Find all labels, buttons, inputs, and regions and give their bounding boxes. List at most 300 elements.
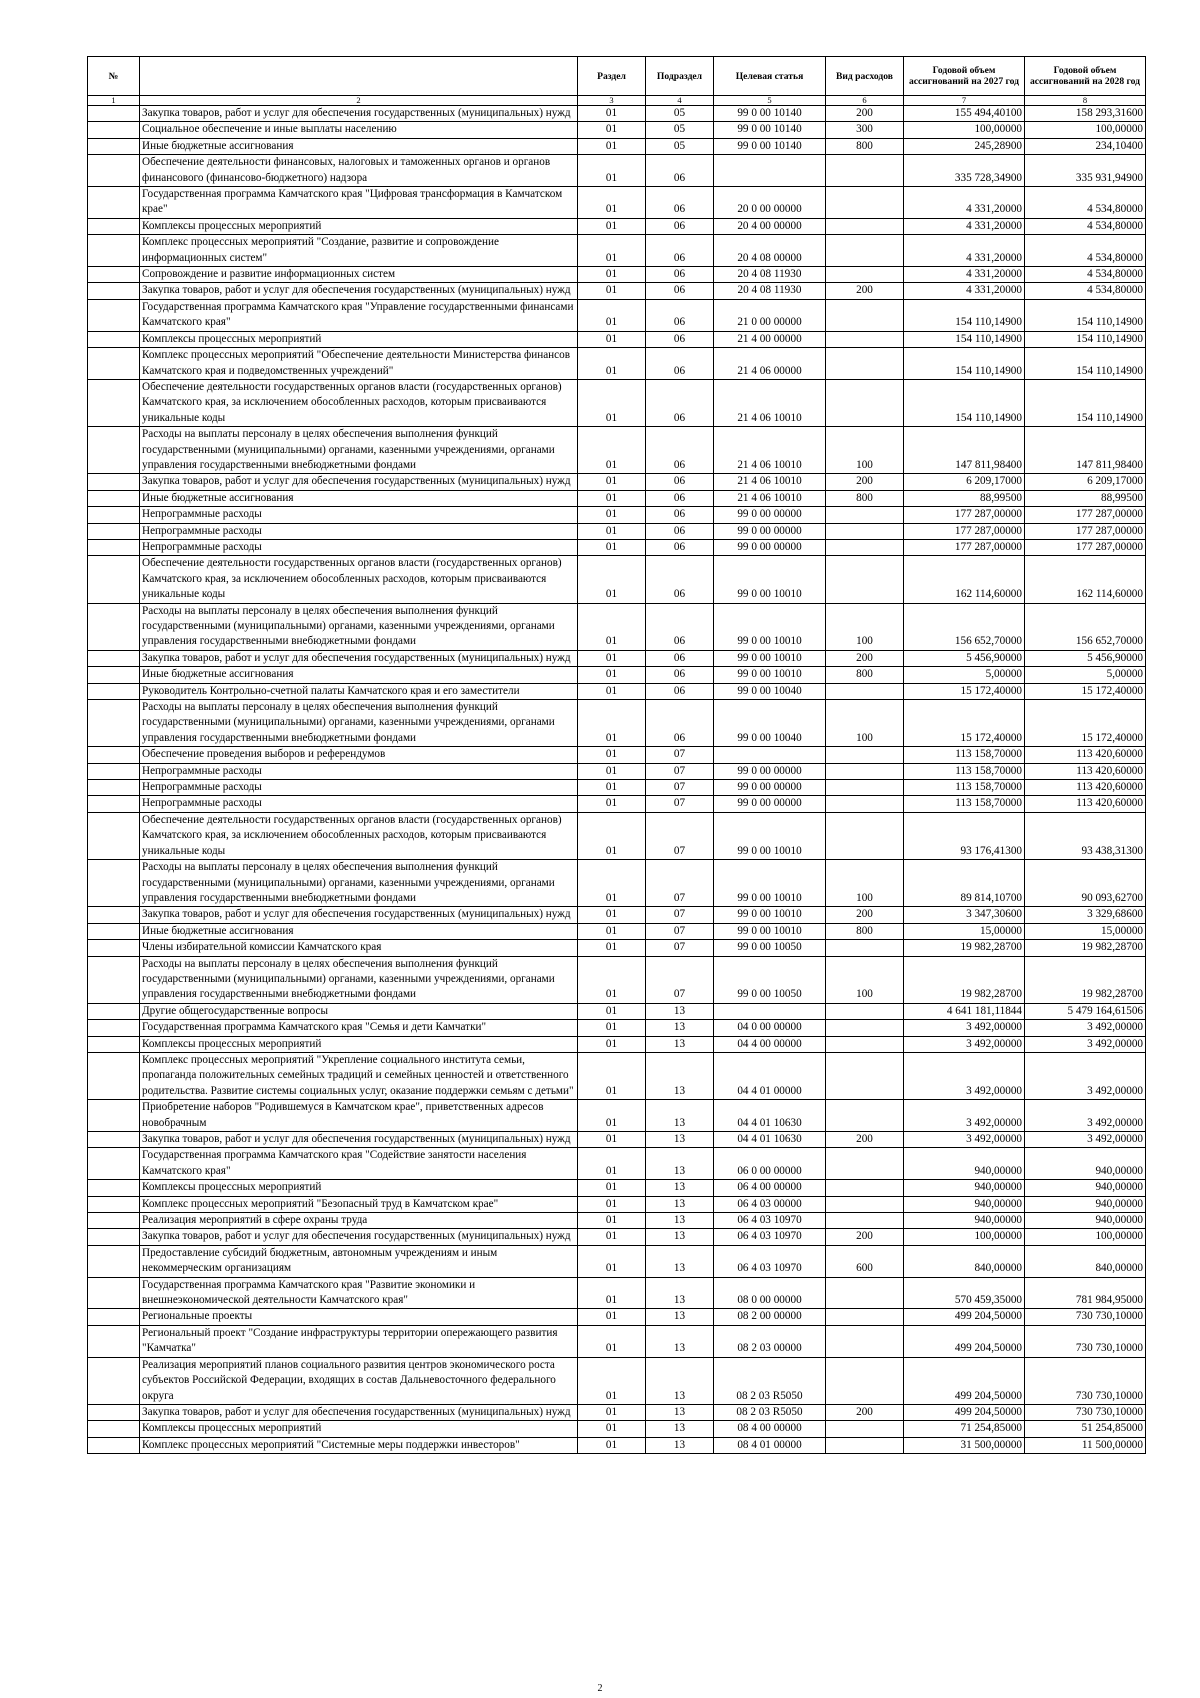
row-amount-2027: 4 331,20000	[904, 267, 1025, 283]
row-celevaya	[714, 1003, 826, 1019]
header-celevaya: Целевая статья	[714, 57, 826, 96]
row-amount-2027: 3 492,00000	[904, 1100, 1025, 1132]
row-razdel: 01	[578, 267, 646, 283]
row-name: Закупка товаров, работ и услуг для обеспечения государственных (муниципальных) нужд	[140, 1404, 578, 1420]
row-amount-2028: 730 730,10000	[1025, 1404, 1146, 1420]
row-razdel: 01	[578, 379, 646, 426]
table-row	[88, 1309, 1146, 1325]
row-vid: 200	[826, 283, 904, 299]
table-row	[88, 379, 1146, 426]
table-row	[88, 539, 1146, 555]
row-number	[88, 1437, 140, 1453]
row-celevaya	[714, 747, 826, 763]
row-razdel: 01	[578, 283, 646, 299]
row-amount-2027: 177 287,00000	[904, 539, 1025, 555]
row-vid: 300	[826, 122, 904, 138]
row-name: Непрограммные расходы	[140, 539, 578, 555]
row-number	[88, 1357, 140, 1404]
row-amount-2028: 5 456,90000	[1025, 650, 1146, 666]
header-name	[140, 57, 578, 96]
row-podrazdel: 13	[646, 1404, 714, 1420]
table-row	[88, 1003, 1146, 1019]
row-amount-2028: 730 730,10000	[1025, 1357, 1146, 1404]
row-razdel: 01	[578, 747, 646, 763]
row-amount-2028: 177 287,00000	[1025, 507, 1146, 523]
row-vid: 100	[826, 603, 904, 650]
row-podrazdel: 05	[646, 106, 714, 122]
row-amount-2028: 19 982,28700	[1025, 940, 1146, 956]
row-podrazdel: 07	[646, 796, 714, 812]
row-podrazdel: 13	[646, 1421, 714, 1437]
row-podrazdel: 13	[646, 1020, 714, 1036]
row-vid	[826, 235, 904, 267]
row-vid: 200	[826, 106, 904, 122]
row-celevaya: 21 4 00 00000	[714, 331, 826, 347]
row-celevaya: 21 4 06 10010	[714, 490, 826, 506]
row-vid	[826, 1421, 904, 1437]
row-amount-2028: 4 534,80000	[1025, 187, 1146, 219]
row-vid	[826, 1148, 904, 1180]
row-razdel: 01	[578, 1036, 646, 1052]
table-row	[88, 348, 1146, 380]
row-razdel: 01	[578, 507, 646, 523]
row-amount-2027: 31 500,00000	[904, 1437, 1025, 1453]
row-vid: 600	[826, 1245, 904, 1277]
row-amount-2027: 15,00000	[904, 923, 1025, 939]
row-podrazdel: 13	[646, 1229, 714, 1245]
row-podrazdel: 06	[646, 283, 714, 299]
row-number	[88, 1180, 140, 1196]
row-amount-2027: 3 492,00000	[904, 1052, 1025, 1099]
row-vid: 200	[826, 650, 904, 666]
table-row	[88, 683, 1146, 699]
row-name: Предоставление субсидий бюджетным, автономным учреждениям и иным некоммерческим организациям	[140, 1245, 578, 1277]
row-name: Непрограммные расходы	[140, 796, 578, 812]
row-razdel: 01	[578, 683, 646, 699]
row-podrazdel: 06	[646, 507, 714, 523]
row-celevaya: 04 4 01 10630	[714, 1100, 826, 1132]
header-podrazdel: Подраздел	[646, 57, 714, 96]
row-celevaya: 08 4 01 00000	[714, 1437, 826, 1453]
row-vid: 100	[826, 427, 904, 474]
row-celevaya: 99 0 00 10040	[714, 683, 826, 699]
row-number	[88, 1277, 140, 1309]
row-amount-2027: 177 287,00000	[904, 507, 1025, 523]
row-name: Комплексы процессных мероприятий	[140, 218, 578, 234]
row-razdel: 01	[578, 763, 646, 779]
row-amount-2028: 940,00000	[1025, 1213, 1146, 1229]
row-amount-2028: 51 254,85000	[1025, 1421, 1146, 1437]
row-vid	[826, 1277, 904, 1309]
table-row	[88, 299, 1146, 331]
row-name: Расходы на выплаты персоналу в целях обеспечения выполнения функций государственными (муниципальными) органами, казенными учреждениями, органами управления государственными внебюджетными фондами	[140, 860, 578, 907]
row-podrazdel: 13	[646, 1309, 714, 1325]
row-name: Региональный проект "Создание инфраструктуры территории опережающего развития "Камчатка"	[140, 1325, 578, 1357]
table-row	[88, 523, 1146, 539]
row-celevaya: 06 0 00 00000	[714, 1148, 826, 1180]
row-number	[88, 796, 140, 812]
row-amount-2027: 499 204,50000	[904, 1404, 1025, 1420]
row-celevaya: 99 0 00 10010	[714, 923, 826, 939]
row-amount-2028: 840,00000	[1025, 1245, 1146, 1277]
row-name: Реализация мероприятий в сфере охраны труда	[140, 1213, 578, 1229]
table-row	[88, 507, 1146, 523]
row-podrazdel: 13	[646, 1437, 714, 1453]
row-amount-2027: 19 982,28700	[904, 956, 1025, 1003]
column-number: 6	[826, 96, 904, 106]
row-celevaya: 99 0 00 10140	[714, 138, 826, 154]
row-number	[88, 1036, 140, 1052]
row-podrazdel: 06	[646, 331, 714, 347]
row-podrazdel: 07	[646, 907, 714, 923]
row-celevaya: 06 4 03 10970	[714, 1245, 826, 1277]
row-razdel: 01	[578, 603, 646, 650]
row-celevaya: 20 4 08 11930	[714, 267, 826, 283]
table-row	[88, 490, 1146, 506]
row-name: Руководитель Контрольно-счетной палаты Камчатского края и его заместители	[140, 683, 578, 699]
row-podrazdel: 06	[646, 474, 714, 490]
column-number: 8	[1025, 96, 1146, 106]
row-name: Обеспечение проведения выборов и референдумов	[140, 747, 578, 763]
table-row	[88, 923, 1146, 939]
row-amount-2028: 15 172,40000	[1025, 683, 1146, 699]
table-row	[88, 747, 1146, 763]
row-number	[88, 747, 140, 763]
row-razdel: 01	[578, 1196, 646, 1212]
row-name: Сопровождение и развитие информационных систем	[140, 267, 578, 283]
row-number	[88, 1229, 140, 1245]
row-vid	[826, 1003, 904, 1019]
table-row	[88, 122, 1146, 138]
row-amount-2028: 4 534,80000	[1025, 235, 1146, 267]
row-celevaya: 21 0 00 00000	[714, 299, 826, 331]
row-podrazdel: 06	[646, 155, 714, 187]
row-vid	[826, 539, 904, 555]
row-amount-2027: 156 652,70000	[904, 603, 1025, 650]
row-razdel: 01	[578, 1277, 646, 1309]
header-vid: Вид расходов	[826, 57, 904, 96]
row-celevaya: 99 0 00 00000	[714, 507, 826, 523]
row-amount-2028: 234,10400	[1025, 138, 1146, 154]
row-celevaya: 06 4 03 10970	[714, 1229, 826, 1245]
row-celevaya: 08 2 03 R5050	[714, 1404, 826, 1420]
row-number	[88, 923, 140, 939]
row-number	[88, 490, 140, 506]
row-podrazdel: 13	[646, 1148, 714, 1180]
row-number	[88, 331, 140, 347]
row-vid: 200	[826, 1132, 904, 1148]
row-amount-2028: 940,00000	[1025, 1148, 1146, 1180]
row-name: Приобретение наборов "Родившемуся в Камчатском крае", приветственных адресов новобрачным	[140, 1100, 578, 1132]
row-vid: 200	[826, 1229, 904, 1245]
table-row	[88, 1277, 1146, 1309]
row-razdel: 01	[578, 299, 646, 331]
row-name: Комплексы процессных мероприятий	[140, 1036, 578, 1052]
row-name: Государственная программа Камчатского края "Содействие занятости населения Камчатского края"	[140, 1148, 578, 1180]
row-podrazdel: 13	[646, 1003, 714, 1019]
row-amount-2027: 177 287,00000	[904, 523, 1025, 539]
row-celevaya: 21 4 06 00000	[714, 348, 826, 380]
row-podrazdel: 06	[646, 700, 714, 747]
row-number	[88, 1196, 140, 1212]
row-amount-2027: 4 331,20000	[904, 283, 1025, 299]
row-celevaya: 99 0 00 10010	[714, 650, 826, 666]
row-podrazdel: 07	[646, 860, 714, 907]
row-amount-2028: 154 110,14900	[1025, 379, 1146, 426]
table-row	[88, 138, 1146, 154]
row-amount-2028: 113 420,60000	[1025, 763, 1146, 779]
row-name: Комплекс процессных мероприятий "Укрепление социального института семьи, пропаганда положительных семейных традиций и семейных ценностей и ответственного родительства. Развитие системы социальных услуг, оказание поддержки семьям с детьми"	[140, 1052, 578, 1099]
row-vid	[826, 812, 904, 859]
row-celevaya: 20 4 08 00000	[714, 235, 826, 267]
row-vid	[826, 187, 904, 219]
row-number	[88, 780, 140, 796]
table-row	[88, 1357, 1146, 1404]
row-vid	[826, 1036, 904, 1052]
row-vid	[826, 1196, 904, 1212]
row-vid	[826, 556, 904, 603]
row-razdel: 01	[578, 1003, 646, 1019]
row-podrazdel: 06	[646, 556, 714, 603]
row-number	[88, 556, 140, 603]
row-vid	[826, 1309, 904, 1325]
row-number	[88, 138, 140, 154]
row-razdel: 01	[578, 1357, 646, 1404]
row-vid	[826, 507, 904, 523]
row-number	[88, 1213, 140, 1229]
row-number	[88, 474, 140, 490]
row-vid	[826, 763, 904, 779]
row-vid: 100	[826, 860, 904, 907]
row-amount-2027: 162 114,60000	[904, 556, 1025, 603]
row-podrazdel: 06	[646, 267, 714, 283]
row-number	[88, 523, 140, 539]
row-podrazdel: 06	[646, 379, 714, 426]
row-name: Закупка товаров, работ и услуг для обеспечения государственных (муниципальных) нужд	[140, 283, 578, 299]
row-vid	[826, 331, 904, 347]
row-number	[88, 1003, 140, 1019]
row-amount-2027: 4 331,20000	[904, 218, 1025, 234]
row-amount-2027: 88,99500	[904, 490, 1025, 506]
row-podrazdel: 06	[646, 490, 714, 506]
header-razdel: Раздел	[578, 57, 646, 96]
row-celevaya: 99 0 00 10040	[714, 700, 826, 747]
row-number	[88, 539, 140, 555]
row-number	[88, 379, 140, 426]
row-name: Закупка товаров, работ и услуг для обеспечения государственных (муниципальных) нужд	[140, 1229, 578, 1245]
row-amount-2028: 3 492,00000	[1025, 1020, 1146, 1036]
row-vid	[826, 218, 904, 234]
row-name: Закупка товаров, работ и услуг для обеспечения государственных (муниципальных) нужд	[140, 907, 578, 923]
row-amount-2027: 3 492,00000	[904, 1132, 1025, 1148]
table-row	[88, 1196, 1146, 1212]
row-amount-2028: 3 492,00000	[1025, 1100, 1146, 1132]
row-amount-2028: 6 209,17000	[1025, 474, 1146, 490]
row-razdel: 01	[578, 556, 646, 603]
row-podrazdel: 05	[646, 138, 714, 154]
budget-table	[87, 56, 1146, 1454]
column-number: 7	[904, 96, 1025, 106]
row-podrazdel: 05	[646, 122, 714, 138]
row-vid: 800	[826, 667, 904, 683]
row-celevaya: 06 4 03 10970	[714, 1213, 826, 1229]
row-podrazdel: 13	[646, 1213, 714, 1229]
table-row	[88, 650, 1146, 666]
table-row	[88, 603, 1146, 650]
table-row	[88, 1213, 1146, 1229]
row-razdel: 01	[578, 667, 646, 683]
row-razdel: 01	[578, 1020, 646, 1036]
row-podrazdel: 06	[646, 667, 714, 683]
row-number	[88, 1020, 140, 1036]
row-celevaya: 04 4 00 00000	[714, 1036, 826, 1052]
column-number: 5	[714, 96, 826, 106]
row-razdel: 01	[578, 187, 646, 219]
row-razdel: 01	[578, 427, 646, 474]
row-vid	[826, 683, 904, 699]
row-celevaya: 99 0 00 10010	[714, 860, 826, 907]
row-celevaya: 99 0 00 10010	[714, 907, 826, 923]
row-amount-2028: 147 811,98400	[1025, 427, 1146, 474]
row-amount-2027: 499 204,50000	[904, 1325, 1025, 1357]
row-name: Иные бюджетные ассигнования	[140, 138, 578, 154]
row-amount-2028: 940,00000	[1025, 1180, 1146, 1196]
row-razdel: 01	[578, 348, 646, 380]
row-vid: 200	[826, 1404, 904, 1420]
row-name: Обеспечение деятельности государственных органов власти (государственных органов) Камчатского края, за исключением обособленных расходов, которым присваиваются уникальные коды	[140, 556, 578, 603]
table-row	[88, 667, 1146, 683]
row-amount-2027: 19 982,28700	[904, 940, 1025, 956]
row-amount-2027: 940,00000	[904, 1148, 1025, 1180]
row-podrazdel: 06	[646, 427, 714, 474]
row-name: Иные бюджетные ассигнования	[140, 667, 578, 683]
row-number	[88, 348, 140, 380]
row-amount-2027: 3 347,30600	[904, 907, 1025, 923]
row-amount-2027: 4 331,20000	[904, 235, 1025, 267]
row-number	[88, 187, 140, 219]
row-name: Социальное обеспечение и иные выплаты населению	[140, 122, 578, 138]
row-podrazdel: 07	[646, 780, 714, 796]
table-row	[88, 474, 1146, 490]
row-razdel: 01	[578, 523, 646, 539]
row-amount-2027: 89 814,10700	[904, 860, 1025, 907]
row-number	[88, 267, 140, 283]
row-celevaya: 21 4 06 10010	[714, 427, 826, 474]
row-name: Расходы на выплаты персоналу в целях обеспечения выполнения функций государственными (муниципальными) органами, казенными учреждениями, органами управления государственными внебюджетными фондами	[140, 956, 578, 1003]
row-podrazdel: 13	[646, 1325, 714, 1357]
row-amount-2027: 840,00000	[904, 1245, 1025, 1277]
table-row	[88, 1325, 1146, 1357]
row-razdel: 01	[578, 650, 646, 666]
row-celevaya: 99 0 00 10010	[714, 667, 826, 683]
row-name: Государственная программа Камчатского края "Развитие экономики и внешнеэкономической деятельности Камчатского края"	[140, 1277, 578, 1309]
row-amount-2027: 100,00000	[904, 1229, 1025, 1245]
row-podrazdel: 06	[646, 650, 714, 666]
row-number	[88, 650, 140, 666]
row-razdel: 01	[578, 923, 646, 939]
row-name: Региональные проекты	[140, 1309, 578, 1325]
row-amount-2028: 100,00000	[1025, 1229, 1146, 1245]
row-amount-2027: 940,00000	[904, 1180, 1025, 1196]
row-name: Члены избирательной комиссии Камчатского края	[140, 940, 578, 956]
row-razdel: 01	[578, 1309, 646, 1325]
row-amount-2028: 113 420,60000	[1025, 780, 1146, 796]
row-podrazdel: 13	[646, 1052, 714, 1099]
row-vid: 800	[826, 490, 904, 506]
row-celevaya: 99 0 00 10010	[714, 556, 826, 603]
row-amount-2027: 15 172,40000	[904, 700, 1025, 747]
row-name: Непрограммные расходы	[140, 507, 578, 523]
row-podrazdel: 07	[646, 763, 714, 779]
row-amount-2027: 154 110,14900	[904, 348, 1025, 380]
row-vid: 100	[826, 700, 904, 747]
row-celevaya: 20 4 00 00000	[714, 218, 826, 234]
row-amount-2028: 100,00000	[1025, 122, 1146, 138]
row-podrazdel: 06	[646, 683, 714, 699]
row-name: Комплекс процессных мероприятий "Создание, развитие и сопровождение информационных систем"	[140, 235, 578, 267]
row-name: Комплексы процессных мероприятий	[140, 331, 578, 347]
row-name: Государственная программа Камчатского края "Семья и дети Камчатки"	[140, 1020, 578, 1036]
row-number	[88, 122, 140, 138]
row-amount-2028: 90 093,62700	[1025, 860, 1146, 907]
row-name: Иные бюджетные ассигнования	[140, 490, 578, 506]
row-amount-2028: 730 730,10000	[1025, 1309, 1146, 1325]
table-row	[88, 940, 1146, 956]
table-row	[88, 1421, 1146, 1437]
row-podrazdel: 06	[646, 235, 714, 267]
row-amount-2028: 158 293,31600	[1025, 106, 1146, 122]
table-row	[88, 796, 1146, 812]
row-amount-2028: 11 500,00000	[1025, 1437, 1146, 1453]
row-razdel: 01	[578, 700, 646, 747]
row-razdel: 01	[578, 331, 646, 347]
row-vid	[826, 940, 904, 956]
row-amount-2028: 5,00000	[1025, 667, 1146, 683]
row-amount-2027: 154 110,14900	[904, 331, 1025, 347]
row-amount-2028: 154 110,14900	[1025, 299, 1146, 331]
row-celevaya: 04 4 01 10630	[714, 1132, 826, 1148]
row-razdel: 01	[578, 539, 646, 555]
row-number	[88, 667, 140, 683]
row-name: Комплекс процессных мероприятий "Системные меры поддержки инвесторов"	[140, 1437, 578, 1453]
row-podrazdel: 06	[646, 523, 714, 539]
row-name: Расходы на выплаты персоналу в целях обеспечения выполнения функций государственными (муниципальными) органами, казенными учреждениями, органами управления государственными внебюджетными фондами	[140, 603, 578, 650]
row-razdel: 01	[578, 956, 646, 1003]
row-amount-2027: 4 641 181,11844	[904, 1003, 1025, 1019]
table-row	[88, 1148, 1146, 1180]
row-number	[88, 155, 140, 187]
row-vid	[826, 155, 904, 187]
row-vid: 200	[826, 907, 904, 923]
table-row	[88, 1132, 1146, 1148]
row-number	[88, 1325, 140, 1357]
row-amount-2028: 15,00000	[1025, 923, 1146, 939]
row-razdel: 01	[578, 235, 646, 267]
row-vid: 200	[826, 474, 904, 490]
column-number-row	[88, 96, 1146, 106]
row-amount-2027: 15 172,40000	[904, 683, 1025, 699]
row-amount-2028: 19 982,28700	[1025, 956, 1146, 1003]
column-number: 3	[578, 96, 646, 106]
row-amount-2028: 4 534,80000	[1025, 218, 1146, 234]
row-number	[88, 427, 140, 474]
row-name: Закупка товаров, работ и услуг для обеспечения государственных (муниципальных) нужд	[140, 1132, 578, 1148]
row-number	[88, 1052, 140, 1099]
row-celevaya: 06 4 03 00000	[714, 1196, 826, 1212]
row-amount-2027: 113 158,70000	[904, 747, 1025, 763]
column-number: 1	[88, 96, 140, 106]
row-amount-2027: 499 204,50000	[904, 1309, 1025, 1325]
